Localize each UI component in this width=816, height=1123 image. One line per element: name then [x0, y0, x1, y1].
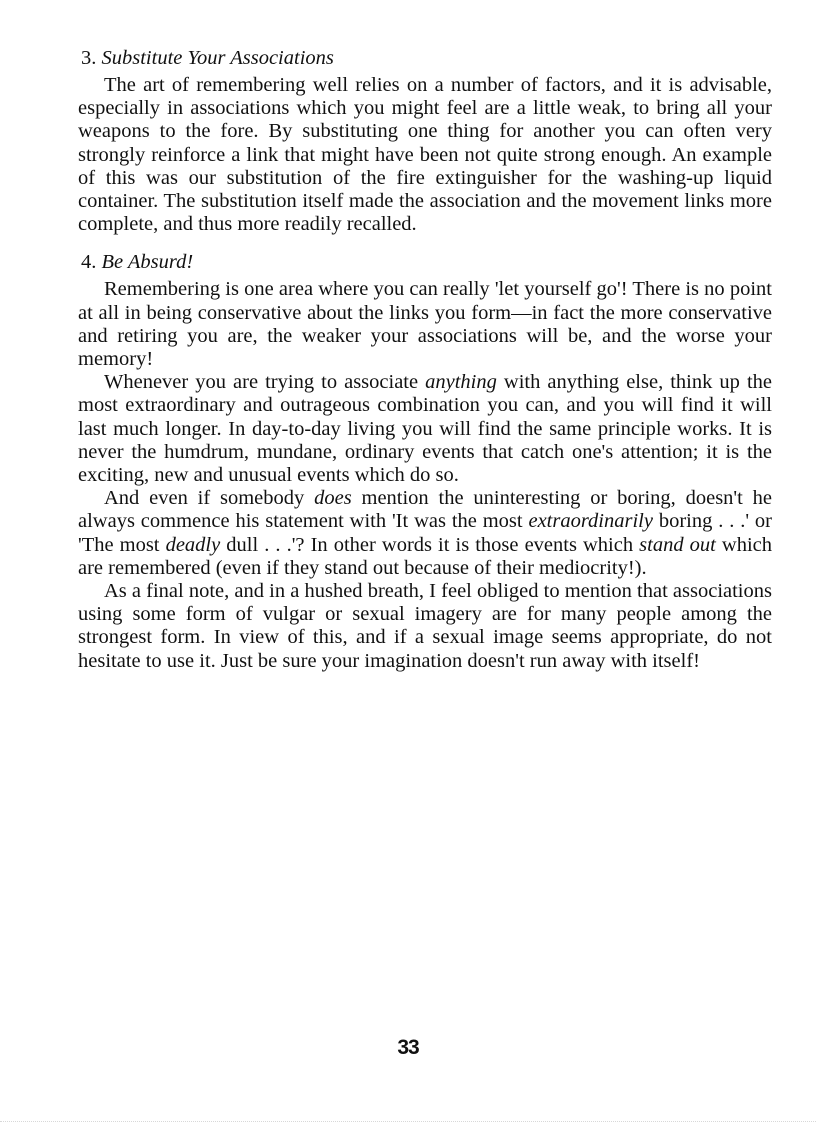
emphasis-text: deadly — [165, 533, 221, 556]
emphasis-text: anything — [425, 371, 497, 394]
section-title: Substitute Your Associations — [101, 47, 334, 69]
text-run: Whenever you are trying to associate — [104, 371, 426, 394]
emphasis-text: stand out — [639, 533, 716, 556]
section-heading — [81, 46, 772, 70]
section-title: Be Absurd! — [101, 251, 194, 274]
text-run: As a final note, and in a hushed breath, I feel obliged to mention that associations using some form of vulgar or sexual imagery are for many people among the strongest form. In view of this, and if a sexual image seems appropriate, do not hesitate to use it. Just be sure your imagination doesn't run away with itself! — [78, 580, 772, 672]
section-number: 3. — [81, 47, 97, 69]
paragraph — [78, 487, 772, 580]
section-be-absurd — [78, 250, 772, 672]
page-body — [78, 46, 772, 673]
text-run: The art of remembering well relies on a number of factors, and it is advisable, especially in associations which you might feel are a little weak, to bring all your weapons to the fore. By substituting one thing for another you can often very strongly reinforce a link that might have been not quite strong enough. An example of this was our substitution of the fire extinguisher for the washing-up liquid container. The substitution itself made the association and the movement links more complete, and thus more readily recalled. — [78, 74, 772, 236]
paragraph — [78, 278, 772, 371]
section-heading — [81, 250, 772, 274]
section-number: 4. — [81, 251, 97, 274]
text-run: boring . . .' or 'The most — [78, 510, 772, 556]
text-run: And even if somebody — [104, 487, 315, 510]
text-run: with anything else, think up the most extraordinary and outrageous combination you can, and you will find it will last much longer. In day-to-day living you will find the same principle works. It is never the humdrum, mundane, ordinary events that catch one's attention; it is the exciting, new and unusual events which do so. — [78, 371, 772, 487]
emphasis-text: does — [314, 487, 352, 510]
text-run: dull . . .'? In other words it is those events which — [220, 533, 640, 556]
text-run: mention the uninteresting or boring, doesn't he always commence his statement with 'It was the most — [78, 487, 772, 533]
page-edge-divider — [0, 1121, 816, 1122]
paragraph — [78, 580, 772, 673]
text-run: which are remembered (even if they stand out because of their mediocrity!). — [78, 533, 773, 579]
paragraph — [78, 371, 772, 487]
text-run: Remembering is one area where you can really 'let yourself go'! There is no point at all in being conservative about the links you form—in fact the more conservative and retiring you are, the weaker your associations will be, and the worse your memory! — [78, 278, 772, 371]
page-number: 33 — [397, 1036, 419, 1059]
section-substitute-associations — [78, 46, 772, 236]
emphasis-text: extraordinarily — [528, 510, 653, 533]
paragraph — [78, 74, 772, 236]
